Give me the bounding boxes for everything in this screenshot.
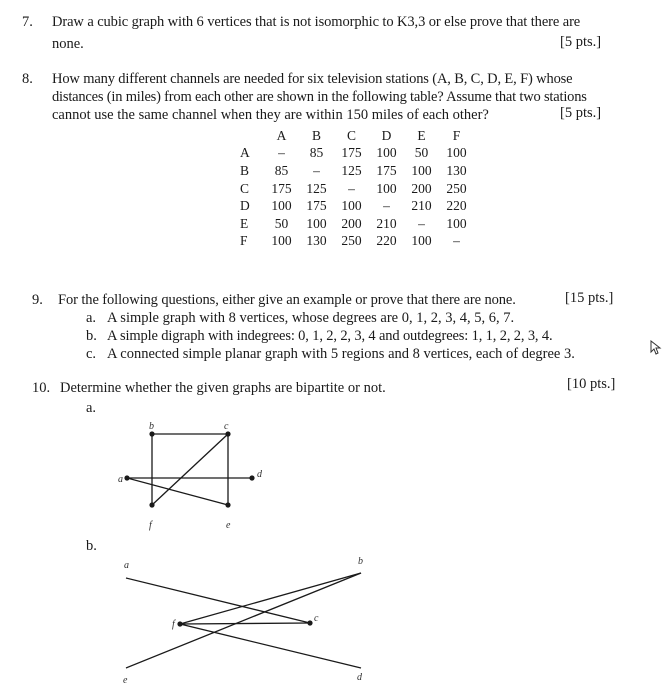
table-cell: 175 <box>271 180 292 196</box>
table-cell: 125 <box>341 162 362 178</box>
label-b-c: c <box>314 613 319 624</box>
label-a-c: c <box>224 421 229 432</box>
q9-c-text: A connected simple planar graph with 5 regions and 8 vertices, each of degree 3. <box>107 346 575 362</box>
table-cell: – <box>418 215 425 231</box>
q9-b-letter: b. <box>86 328 97 344</box>
edge-f-c <box>180 623 310 624</box>
col-header: D <box>381 127 392 143</box>
q9-a-text: A simple graph with 8 vertices, whose degrees are 0, 1, 2, 3, 4, 5, 6, 7. <box>107 310 515 326</box>
row-header: A <box>240 145 250 161</box>
table-cell: 200 <box>411 180 432 196</box>
label-a-b: b <box>149 421 154 432</box>
vertex-a-c <box>225 431 230 436</box>
q8-line1: How many different channels are needed for six television stations (A, B, C, D, E, F) whose <box>52 71 573 87</box>
q10-b-letter: b. <box>86 538 97 554</box>
table-cell: 100 <box>446 215 467 231</box>
table-cell: 100 <box>271 198 292 214</box>
table-cell: 50 <box>414 145 429 161</box>
table-cell: – <box>313 162 320 178</box>
q8-line2: distances (in miles) from each other are shown in the following table? Assume that two stations <box>52 89 587 105</box>
table-cell: 130 <box>306 233 327 249</box>
q10-points: [10 pts.] <box>567 376 616 392</box>
label-a-e: e <box>226 520 231 531</box>
edge-f-d <box>180 624 361 668</box>
table-cell: 100 <box>411 233 432 249</box>
vertex-a-f <box>149 502 154 507</box>
graph-b <box>123 556 363 686</box>
table-cell: 50 <box>274 215 289 231</box>
table-cell: 250 <box>341 233 362 249</box>
edge-a-c <box>126 578 310 623</box>
q7-line1: Draw a cubic graph with 6 vertices that is not isomorphic to K3,3 or else prove that there are <box>52 14 581 30</box>
table-cell: – <box>348 180 355 196</box>
vertex-a-b <box>149 431 154 436</box>
col-header: B <box>311 127 321 143</box>
table-cell: 220 <box>446 198 467 214</box>
col-header: F <box>452 127 461 143</box>
q8-number: 8. <box>22 71 33 87</box>
label-b-d: d <box>357 672 362 683</box>
q10-number: 10. <box>32 380 51 396</box>
table-cell: 100 <box>446 145 467 161</box>
label-b-b: b <box>358 556 363 567</box>
table-cell: 175 <box>376 162 397 178</box>
label-b-a: a <box>124 560 129 571</box>
mouse-cursor-icon <box>650 340 662 356</box>
row-header: C <box>240 180 250 196</box>
row-header: F <box>240 233 248 249</box>
table-cell: – <box>383 198 390 214</box>
table-cell: 220 <box>376 233 397 249</box>
table-cell: 85 <box>274 162 289 178</box>
table-cell: 250 <box>446 180 467 196</box>
vertex-a-e <box>225 502 230 507</box>
table-cell: – <box>278 145 285 161</box>
table-cell: 85 <box>309 145 324 161</box>
vertex-a-a <box>124 475 129 480</box>
table-cell: 100 <box>376 180 397 196</box>
row-header: D <box>240 198 250 214</box>
table-cell: – <box>453 233 460 249</box>
table-cell: 175 <box>306 198 327 214</box>
col-header: E <box>417 127 426 143</box>
q9-number: 9. <box>32 292 43 308</box>
q9-intro: For the following questions, either give an example or prove that there are none. <box>58 292 516 308</box>
table-cell: 210 <box>411 198 432 214</box>
q7-points: [5 pts.] <box>560 34 602 50</box>
q10-a-letter: a. <box>86 400 97 416</box>
col-header: C <box>346 127 356 143</box>
label-b-f: f <box>172 619 175 630</box>
row-header: E <box>240 215 249 231</box>
q9-c-letter: c. <box>86 346 97 362</box>
vertex-b-f <box>177 621 182 626</box>
table-cell: 125 <box>306 180 327 196</box>
table-cell: 100 <box>341 198 362 214</box>
q8-line3: cannot use the same channel when they are within 150 miles of each other? <box>52 107 489 123</box>
q9-b-text: A simple digraph with indegrees: 0, 1, 2, 2, 3, 4 and outdegrees: 1, 1, 2, 2, 3, 4. <box>107 328 553 344</box>
label-a-f: f <box>149 520 152 531</box>
label-a-a: a <box>118 474 123 485</box>
table-cell: 100 <box>271 233 292 249</box>
table-cell: 100 <box>411 162 432 178</box>
q7-number: 7. <box>22 14 33 30</box>
label-a-d: d <box>257 469 262 480</box>
col-header: A <box>276 127 287 143</box>
table-cell: 130 <box>446 162 467 178</box>
table-cell: 210 <box>376 215 397 231</box>
table-cell: 100 <box>376 145 397 161</box>
q7-line2: none. <box>52 36 84 52</box>
table-cell: 100 <box>306 215 327 231</box>
table-cell: 200 <box>341 215 362 231</box>
q8-points: [5 pts.] <box>560 105 602 121</box>
q10-text: Determine whether the given graphs are bipartite or not. <box>60 380 386 396</box>
q9-a-letter: a. <box>86 310 97 326</box>
label-b-e: e <box>123 675 128 686</box>
vertex-a-d <box>249 475 254 480</box>
table-cell: 175 <box>341 145 362 161</box>
q9-points: [15 pts.] <box>565 290 614 306</box>
vertex-b-c <box>307 620 312 625</box>
row-header: B <box>240 162 250 178</box>
